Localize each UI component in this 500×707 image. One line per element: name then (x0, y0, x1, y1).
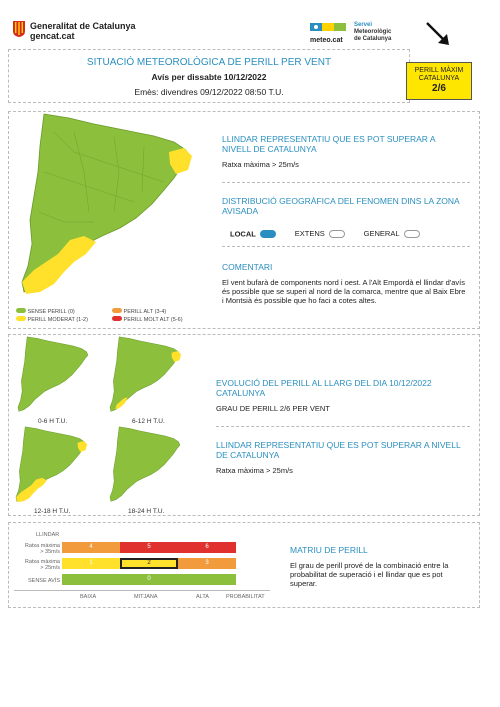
matrix-row2-label: Ratxa màxima > 25m/s (24, 559, 60, 571)
meteo-logo-text: meteo.cat (310, 37, 343, 44)
org-name (30, 21, 136, 41)
matrix-probabilitat-label: PROBABILITAT (226, 594, 265, 600)
divider (216, 426, 470, 427)
matrix-cell-3: 3 (178, 558, 236, 569)
legend-moderate-swatch (16, 316, 26, 321)
org-line2: gencat.cat (30, 31, 75, 41)
page-title: SITUACIÓ METEOROLÒGICA DE PERILL PER VENT (86, 57, 332, 68)
legend-none-swatch (16, 308, 26, 313)
legend-moderate: PERILL MODERAT (1-2) (16, 316, 88, 323)
max-danger-label1: PERILL MÀXIM (414, 67, 464, 74)
matrix-cell-2-selected: 2 (120, 558, 178, 569)
max-danger-label2: CATALUNYA (418, 75, 460, 82)
matrix-col-mitjana: MITJANA (134, 594, 158, 600)
map-0-6-caption: 0-6 H T.U. (38, 418, 68, 425)
evolution-heading: EVOLUCIÓ DEL PERILL AL LLARG DEL DIA 10/12/2022 CATALUNYA (216, 378, 432, 398)
map-12-18-caption: 12-18 H T.U. (34, 508, 71, 515)
divider (222, 182, 470, 183)
service-line3: de Catalunya (354, 36, 392, 42)
matrix-col-alta: ALTA (196, 594, 209, 600)
map-18-24-caption: 18-24 H T.U. (128, 508, 165, 515)
matrix-axis (14, 590, 270, 591)
evolution-threshold-heading: LLINDAR REPRESENTATIU QUE ES POT SUPERAR A NIVELL DE CATALUNYA (216, 440, 461, 460)
matrix-col-baixa: BAIXA (80, 594, 97, 600)
comments-heading: COMENTARI (222, 262, 273, 272)
matrix-heading: MATRIU DE PERILL (290, 545, 368, 555)
legend-high-swatch (112, 308, 122, 313)
matrix-cell-1: 1 (62, 558, 120, 569)
org-line1: Generalitat de Catalunya (30, 21, 136, 31)
meteocat-logo-icon (309, 22, 349, 46)
comments-text: El vent bufarà de components nord i oest. A l'Alt Empordà el llindar d'avís és possible que se superi al nord de la comarca, mentre que al Baix Ebre i Montsià és possible que ho faci a cotes altes. (222, 278, 466, 305)
matrix-cell-4: 4 (62, 542, 120, 553)
legend-very-high: PERILL MOLT ALT (5-6) (112, 316, 183, 323)
divider (222, 246, 470, 247)
map-6-12 (106, 336, 186, 418)
catalonia-danger-map (14, 112, 202, 308)
generalitat-logo-icon (12, 20, 26, 38)
service-name (354, 22, 391, 43)
matrix-cell-0: 0 (62, 574, 236, 585)
dist-local-label: LOCAL (230, 229, 256, 239)
distribution-options (230, 225, 420, 243)
legend-none: SENSE PERILL (0) (16, 308, 75, 315)
dist-extens-toggle (329, 230, 345, 238)
threshold-value: Ratxa màxima > 25m/s (222, 160, 299, 169)
threshold-heading: LLINDAR REPRESENTATIU QUE ES POT SUPERAR A NIVELL DE CATALUNYA (222, 134, 436, 154)
service-line1: Servei (354, 22, 373, 28)
warning-date: Avís per dissabte 10/12/2022 (151, 72, 267, 82)
issued-date: Emès: divendres 09/12/2022 08:50 T.U. (134, 87, 284, 97)
max-danger-level: 2/6 (432, 83, 446, 94)
matrix-row1-label: Ratxa màxima > 35m/s (24, 543, 60, 555)
matrix-llindar-label: LLINDAR (36, 532, 60, 538)
distribution-heading: DISTRIBUCIÓ GEOGRÀFICA DEL FENOMEN DINS LA ZONA AVISADA (222, 196, 460, 216)
dist-general-toggle (404, 230, 420, 238)
wind-direction-arrow-icon (424, 20, 452, 48)
service-line2: Meteorològic (354, 29, 392, 35)
max-danger-badge (406, 62, 472, 100)
map-6-12-caption: 6-12 H T.U. (132, 418, 165, 425)
dist-general-label: GENERAL (363, 229, 400, 239)
dist-local-toggle (260, 230, 276, 238)
map-18-24 (106, 426, 186, 508)
matrix-text: El grau de perill prové de la combinació entre la probabilitat de superació i el llindar que es pot superar. (290, 561, 449, 588)
evolution-value: GRAU DE PERILL 2/6 PER VENT (216, 404, 330, 413)
legend-very-high-swatch (112, 316, 122, 321)
matrix-cell-6: 6 (178, 542, 236, 553)
legend-high: PERILL ALT (3-4) (112, 308, 166, 315)
map-0-6 (14, 336, 94, 418)
evolution-threshold-value: Ratxa màxima > 25m/s (216, 466, 293, 475)
map-12-18 (12, 426, 92, 508)
matrix-row3-label: SENSE AVÍS (28, 578, 60, 584)
dist-extens-label: EXTENS (294, 229, 325, 239)
matrix-cell-5: 5 (120, 542, 178, 553)
